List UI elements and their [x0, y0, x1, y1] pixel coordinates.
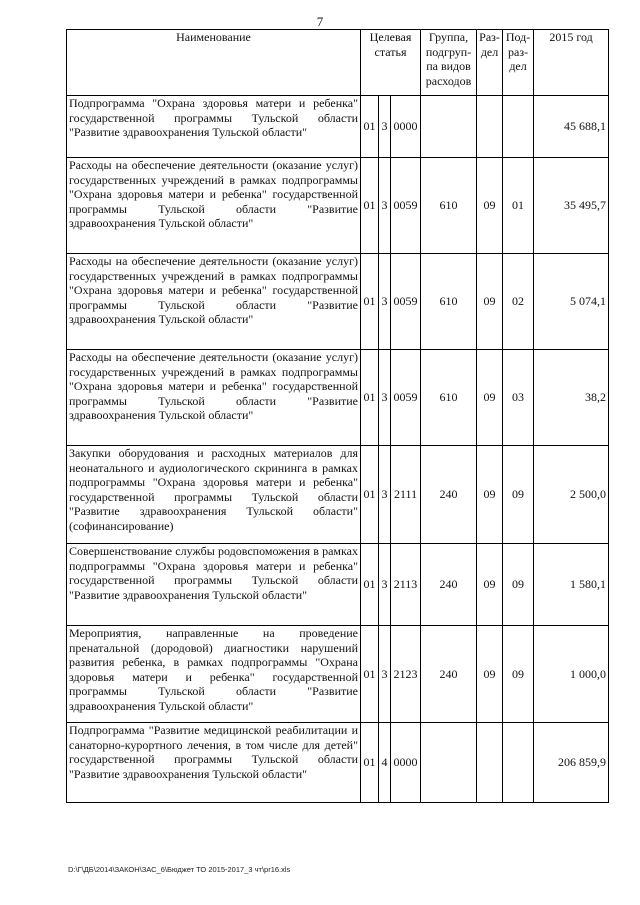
table-row [67, 723, 609, 803]
expense-group [421, 96, 477, 158]
target-code-program: 01 [361, 626, 379, 723]
target-code-program: 01 [361, 254, 379, 350]
section-code: 09 [477, 254, 503, 350]
expense-group [421, 723, 477, 803]
header-name: Наименование [67, 30, 361, 96]
subsection-code [503, 96, 534, 158]
expense-group: 240 [421, 626, 477, 723]
row-name: Мероприятия, направленные на проведение пренатальной (дородовой) диагностики нарушений развития ребенка, в рамках подпрограммы "Охрана здоровья матери и ребенка" государственной программы Тульской области "Развитие здравоохранения Тульской области" [67, 626, 361, 723]
target-code-item: 2111 [391, 446, 421, 544]
target-code-program: 01 [361, 723, 379, 803]
amount-2015: 2 500,0 [534, 446, 609, 544]
table-row [67, 254, 609, 350]
target-code-subprogram: 3 [379, 544, 391, 626]
target-code-subprogram: 3 [379, 158, 391, 254]
file-path: D:\Г\ДБ\2014\ЗАКОН\ЗАС_6\Бюджет ТО 2015-2017_3 чт\pr16.xls [68, 865, 291, 874]
target-code-item: 2113 [391, 544, 421, 626]
target-code-program: 01 [361, 158, 379, 254]
subsection-code: 03 [503, 350, 534, 446]
target-code-subprogram: 3 [379, 350, 391, 446]
page-number: 7 [316, 14, 324, 29]
section-code: 09 [477, 626, 503, 723]
amount-2015: 1 580,1 [534, 544, 609, 626]
row-name: Расходы на обеспечение деятельности (оказание услуг) государственных учреждений в рамках подпрограммы "Охрана здоровья матери и ребенка" государственной программы Тульской области "Развитие здравоохранения Тульской области" [67, 254, 361, 350]
amount-2015: 45 688,1 [534, 96, 609, 158]
header-group: Группа, подгруп-па видов расходов [421, 30, 477, 96]
amount-2015: 206 859,9 [534, 723, 609, 803]
target-code-item: 0059 [391, 350, 421, 446]
row-name: Расходы на обеспечение деятельности (оказание услуг) государственных учреждений в рамках подпрограммы "Охрана здоровья матери и ребенка" государственной программы Тульской области "Развитие здравоохранения Тульской области" [67, 158, 361, 254]
header-subsection: Под-раз-дел [503, 30, 534, 96]
target-code-item: 0059 [391, 158, 421, 254]
section-code: 09 [477, 544, 503, 626]
table-row [67, 626, 609, 723]
header-target: Целевая статья [361, 30, 421, 96]
amount-2015: 5 074,1 [534, 254, 609, 350]
target-code-program: 01 [361, 350, 379, 446]
table-row [67, 350, 609, 446]
subsection-code: 02 [503, 254, 534, 350]
header-section: Раз-дел [477, 30, 503, 96]
target-code-subprogram: 3 [379, 626, 391, 723]
target-code-subprogram: 3 [379, 96, 391, 158]
target-code-program: 01 [361, 544, 379, 626]
table-row [67, 544, 609, 626]
row-name: Совершенствование службы родовспоможения в рамках подпрограммы "Охрана здоровья матери и ребенка" государственной программы Тульской области "Развитие здравоохранения Тульской области" [67, 544, 361, 626]
target-code-program: 01 [361, 96, 379, 158]
table-row [67, 446, 609, 544]
expense-group: 610 [421, 158, 477, 254]
section-code [477, 96, 503, 158]
table-row [67, 96, 609, 158]
subsection-code: 09 [503, 446, 534, 544]
expense-group: 240 [421, 544, 477, 626]
expense-group: 610 [421, 254, 477, 350]
target-code-item: 0059 [391, 254, 421, 350]
target-code-program: 01 [361, 446, 379, 544]
target-code-subprogram: 3 [379, 446, 391, 544]
header-row [67, 30, 609, 96]
section-code: 09 [477, 350, 503, 446]
section-code: 09 [477, 158, 503, 254]
row-name: Закупки оборудования и расходных материалов для неонатального и аудиологического скрининга в рамках подпрограммы "Охрана здоровья матери и ребенка" государственной программы Тульской области "Развитие здравоохранения Тульской области" (софинансирование) [67, 446, 361, 544]
target-code-item: 2123 [391, 626, 421, 723]
section-code: 09 [477, 446, 503, 544]
section-code [477, 723, 503, 803]
row-name: Подпрограмма "Охрана здоровья матери и ребенка" государственной программы Тульской области "Развитие здравоохранения Тульской области" [67, 96, 361, 158]
subsection-code: 09 [503, 544, 534, 626]
subsection-code: 01 [503, 158, 534, 254]
expense-group: 240 [421, 446, 477, 544]
subsection-code [503, 723, 534, 803]
subsection-code: 09 [503, 626, 534, 723]
target-code-subprogram: 3 [379, 254, 391, 350]
target-code-item: 0000 [391, 723, 421, 803]
header-year: 2015 год [534, 30, 609, 96]
expense-group: 610 [421, 350, 477, 446]
budget-table [66, 29, 609, 803]
amount-2015: 1 000,0 [534, 626, 609, 723]
table-row [67, 158, 609, 254]
amount-2015: 35 495,7 [534, 158, 609, 254]
row-name: Подпрограмма "Развитие медицинской реабилитации и санаторно-курортного лечения, в том числе для детей" государственной программы Тульской области "Развитие здравоохранения Тульской области" [67, 723, 361, 803]
target-code-item: 0000 [391, 96, 421, 158]
row-name: Расходы на обеспечение деятельности (оказание услуг) государственных учреждений в рамках подпрограммы "Охрана здоровья матери и ребенка" государственной программы Тульской области "Развитие здравоохранения Тульской области" [67, 350, 361, 446]
amount-2015: 38,2 [534, 350, 609, 446]
target-code-subprogram: 4 [379, 723, 391, 803]
